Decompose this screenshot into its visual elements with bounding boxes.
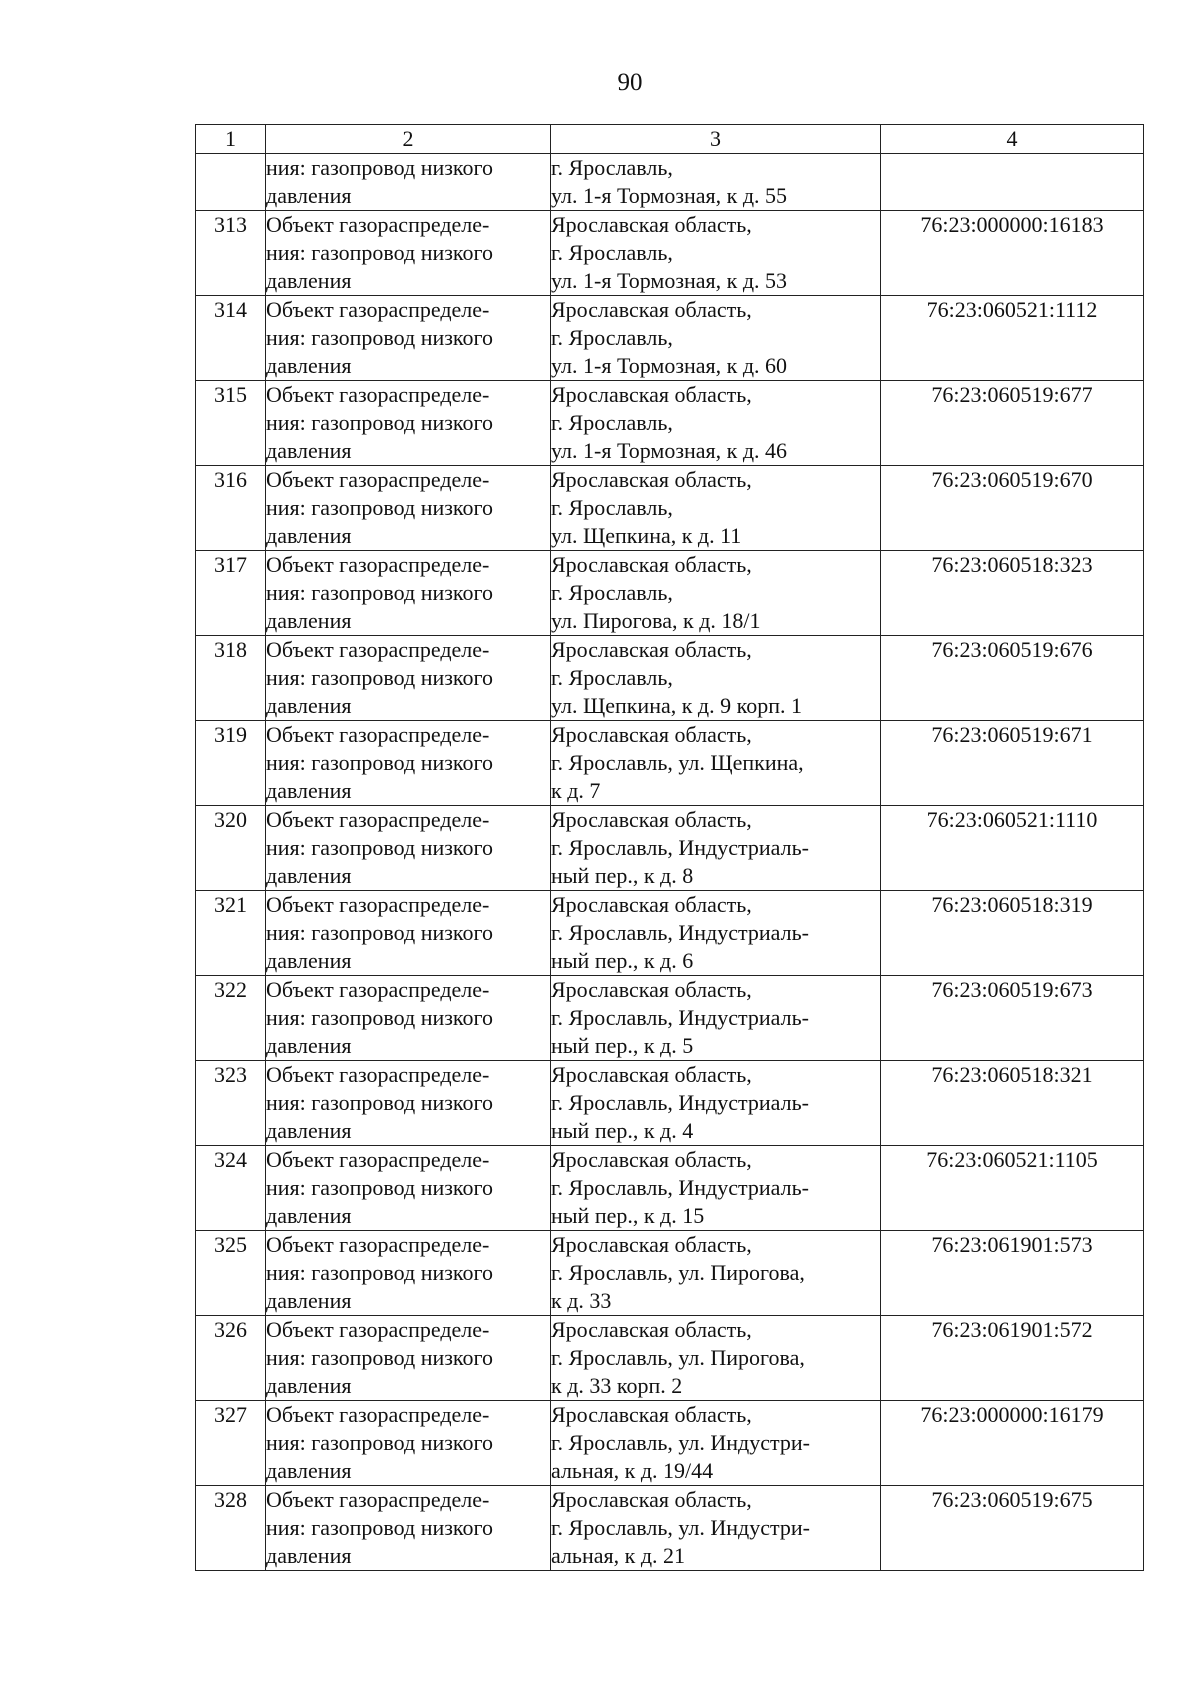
address-line: Ярославская область,	[551, 1147, 752, 1172]
address-line: Ярославская область,	[551, 212, 752, 237]
address-line: г. Ярославль,	[551, 665, 673, 690]
object-name-line: ния: газопровод низкого	[266, 1005, 493, 1030]
address-line: г. Ярославль,	[551, 410, 673, 435]
row-number-cell: 317	[196, 551, 266, 636]
object-name-line: давления	[266, 948, 352, 973]
table-row	[196, 976, 1144, 1061]
address-line: Ярославская область,	[551, 382, 752, 407]
cadastral-number-cell: 76:23:060518:321	[881, 1061, 1144, 1146]
table-row	[196, 1146, 1144, 1231]
cadastral-number-cell: 76:23:060518:323	[881, 551, 1144, 636]
address-line: к д. 7	[551, 778, 601, 803]
object-name-line: Объект газораспределе-	[266, 807, 490, 832]
object-name-line: Объект газораспределе-	[266, 722, 490, 747]
address-line: Ярославская область,	[551, 552, 752, 577]
object-name-line: давления	[266, 1373, 352, 1398]
row-number-cell: 316	[196, 466, 266, 551]
table-row	[196, 636, 1144, 721]
object-name-cell	[266, 636, 551, 721]
cadastral-number-cell: 76:23:060519:676	[881, 636, 1144, 721]
address-line: г. Ярославль, ул. Индустри-	[551, 1430, 810, 1455]
row-number-cell: 326	[196, 1316, 266, 1401]
address-line: Ярославская область,	[551, 1232, 752, 1257]
address-cell	[551, 296, 881, 381]
address-line: Ярославская область,	[551, 1062, 752, 1087]
object-name-line: ния: газопровод низкого	[266, 750, 493, 775]
object-name-line: давления	[266, 183, 352, 208]
address-cell	[551, 154, 881, 211]
object-name-line: Объект газораспределе-	[266, 1062, 490, 1087]
address-cell	[551, 1231, 881, 1316]
address-line: ул. 1-я Тормозная, к д. 60	[551, 353, 788, 378]
object-name-line: ния: газопровод низкого	[266, 410, 493, 435]
address-line: Ярославская область,	[551, 1317, 752, 1342]
row-number-cell: 319	[196, 721, 266, 806]
address-line: ный пер., к д. 6	[551, 948, 694, 973]
table-body	[196, 154, 1144, 1571]
continued-row	[196, 154, 1144, 211]
address-line: Ярославская область,	[551, 1487, 752, 1512]
cadastral-number-cell: 76:23:060519:677	[881, 381, 1144, 466]
address-line: ул. 1-я Тормозная, к д. 46	[551, 438, 788, 463]
row-number-cell: 328	[196, 1486, 266, 1571]
row-number-cell: 318	[196, 636, 266, 721]
object-name-cell	[266, 1231, 551, 1316]
cadastral-number-cell: 76:23:060519:670	[881, 466, 1144, 551]
column-header-2: 2	[266, 125, 551, 154]
object-name-cell	[266, 721, 551, 806]
table-row	[196, 211, 1144, 296]
object-name-cell	[266, 154, 551, 211]
object-name-line: давления	[266, 778, 352, 803]
object-name-line: давления	[266, 1288, 352, 1313]
object-name-line: Объект газораспределе-	[266, 552, 490, 577]
object-name-line: Объект газораспределе-	[266, 637, 490, 662]
object-name-line: давления	[266, 1458, 352, 1483]
object-name-line: давления	[266, 608, 352, 633]
object-name-cell	[266, 1061, 551, 1146]
cadastral-number-cell: 76:23:060521:1105	[881, 1146, 1144, 1231]
table-row	[196, 1486, 1144, 1571]
address-line: г. Ярославль,	[551, 495, 673, 520]
address-line: г. Ярославль, Индустриаль-	[551, 1005, 809, 1030]
column-header-3: 3	[551, 125, 881, 154]
object-name-line: давления	[266, 1203, 352, 1228]
address-line: ный пер., к д. 8	[551, 863, 694, 888]
object-name-cell	[266, 1401, 551, 1486]
row-number-cell: 315	[196, 381, 266, 466]
address-line: Ярославская область,	[551, 977, 752, 1002]
object-name-cell	[266, 551, 551, 636]
object-name-line: ния: газопровод низкого	[266, 155, 493, 180]
address-line: к д. 33	[551, 1288, 612, 1313]
object-name-cell	[266, 296, 551, 381]
address-line: ный пер., к д. 5	[551, 1033, 694, 1058]
column-header-1: 1	[196, 125, 266, 154]
cadastral-number-cell: 76:23:061901:573	[881, 1231, 1144, 1316]
row-number-cell: 322	[196, 976, 266, 1061]
object-name-line: ния: газопровод низкого	[266, 495, 493, 520]
object-name-line: Объект газораспределе-	[266, 212, 490, 237]
address-line: альная, к д. 21	[551, 1543, 686, 1568]
cadastral-number-cell: 76:23:060519:671	[881, 721, 1144, 806]
object-name-line: ния: газопровод низкого	[266, 920, 493, 945]
object-name-line: давления	[266, 438, 352, 463]
object-name-line: давления	[266, 693, 352, 718]
object-name-line: ния: газопровод низкого	[266, 665, 493, 690]
table-row	[196, 1061, 1144, 1146]
table-row	[196, 806, 1144, 891]
address-line: Ярославская область,	[551, 722, 752, 747]
object-name-line: давления	[266, 1543, 352, 1568]
address-line: к д. 33 корп. 2	[551, 1373, 683, 1398]
row-number-cell	[196, 154, 266, 211]
object-name-line: Объект газораспределе-	[266, 892, 490, 917]
object-name-line: давления	[266, 863, 352, 888]
cadastral-number-cell: 76:23:060519:673	[881, 976, 1144, 1061]
page-number: 90	[617, 69, 643, 96]
header-row	[196, 125, 1144, 154]
row-number-cell: 327	[196, 1401, 266, 1486]
object-name-cell	[266, 466, 551, 551]
address-line: ул. Щепкина, к д. 9 корп. 1	[551, 693, 802, 718]
address-cell	[551, 1061, 881, 1146]
address-cell	[551, 551, 881, 636]
cadastral-number-cell: 76:23:061901:572	[881, 1316, 1144, 1401]
object-name-cell	[266, 1146, 551, 1231]
address-cell	[551, 806, 881, 891]
cadastral-number-cell: 76:23:060521:1112	[881, 296, 1144, 381]
cadastral-number-cell: 76:23:060521:1110	[881, 806, 1144, 891]
address-line: г. Ярославль, ул. Щепкина,	[551, 750, 804, 775]
row-number-cell: 324	[196, 1146, 266, 1231]
row-number-cell: 323	[196, 1061, 266, 1146]
object-name-line: Объект газораспределе-	[266, 1317, 490, 1342]
object-name-line: Объект газораспределе-	[266, 297, 490, 322]
object-name-line: Объект газораспределе-	[266, 382, 490, 407]
table-row	[196, 551, 1144, 636]
table-row	[196, 891, 1144, 976]
address-line: Ярославская область,	[551, 1402, 752, 1427]
address-line: Ярославская область,	[551, 297, 752, 322]
address-line: г. Ярославль, Индустриаль-	[551, 1175, 809, 1200]
object-name-cell	[266, 891, 551, 976]
column-header-4: 4	[881, 125, 1144, 154]
object-name-line: ния: газопровод низкого	[266, 835, 493, 860]
cadastral-number-cell	[881, 154, 1144, 211]
cadastral-number-cell: 76:23:060519:675	[881, 1486, 1144, 1571]
object-name-line: давления	[266, 1118, 352, 1143]
address-line: ный пер., к д. 4	[551, 1118, 694, 1143]
object-name-line: Объект газораспределе-	[266, 1402, 490, 1427]
table-row	[196, 1401, 1144, 1486]
address-line: Ярославская область,	[551, 892, 752, 917]
object-name-line: ния: газопровод низкого	[266, 580, 493, 605]
address-line: ул. Щепкина, к д. 11	[551, 523, 742, 548]
address-cell	[551, 1316, 881, 1401]
address-cell	[551, 636, 881, 721]
table-row	[196, 1316, 1144, 1401]
object-name-line: ния: газопровод низкого	[266, 240, 493, 265]
address-line: альная, к д. 19/44	[551, 1458, 714, 1483]
table-row	[196, 466, 1144, 551]
object-name-line: Объект газораспределе-	[266, 1147, 490, 1172]
address-cell	[551, 721, 881, 806]
address-line: ул. Пирогова, к д. 18/1	[551, 608, 761, 633]
address-line: г. Ярославль, ул. Пирогова,	[551, 1345, 805, 1370]
address-line: г. Ярославль,	[551, 240, 673, 265]
address-line: г. Ярославль,	[551, 155, 673, 180]
address-line: г. Ярославль,	[551, 325, 673, 350]
table-row	[196, 721, 1144, 806]
object-name-line: Объект газораспределе-	[266, 467, 490, 492]
address-line: г. Ярославль, Индустриаль-	[551, 920, 809, 945]
object-name-line: ния: газопровод низкого	[266, 1430, 493, 1455]
object-name-cell	[266, 976, 551, 1061]
object-name-line: ния: газопровод низкого	[266, 325, 493, 350]
address-line: Ярославская область,	[551, 807, 752, 832]
cadastral-number-cell: 76:23:000000:16183	[881, 211, 1144, 296]
table-row	[196, 296, 1144, 381]
address-line: Ярославская область,	[551, 467, 752, 492]
object-name-line: давления	[266, 1033, 352, 1058]
object-name-cell	[266, 211, 551, 296]
row-number-cell: 325	[196, 1231, 266, 1316]
row-number-cell: 314	[196, 296, 266, 381]
object-name-line: давления	[266, 353, 352, 378]
address-cell	[551, 976, 881, 1061]
registry-table	[195, 124, 1144, 1571]
address-cell	[551, 1486, 881, 1571]
address-line: ул. 1-я Тормозная, к д. 53	[551, 268, 788, 293]
object-name-cell	[266, 1486, 551, 1571]
address-line: г. Ярославль, Индустриаль-	[551, 835, 809, 860]
address-cell	[551, 466, 881, 551]
object-name-line: ния: газопровод низкого	[266, 1175, 493, 1200]
table-row	[196, 381, 1144, 466]
object-name-line: давления	[266, 268, 352, 293]
cadastral-number-cell: 76:23:060518:319	[881, 891, 1144, 976]
object-name-line: ния: газопровод низкого	[266, 1260, 493, 1285]
address-cell	[551, 891, 881, 976]
object-name-cell	[266, 1316, 551, 1401]
object-name-line: ния: газопровод низкого	[266, 1345, 493, 1370]
address-line: г. Ярославль, Индустриаль-	[551, 1090, 809, 1115]
address-line: ный пер., к д. 15	[551, 1203, 705, 1228]
address-cell	[551, 1401, 881, 1486]
row-number-cell: 313	[196, 211, 266, 296]
address-line: Ярославская область,	[551, 637, 752, 662]
address-line: г. Ярославль, ул. Индустри-	[551, 1515, 810, 1540]
address-cell	[551, 381, 881, 466]
object-name-line: Объект газораспределе-	[266, 1487, 490, 1512]
object-name-line: давления	[266, 523, 352, 548]
object-name-line: Объект газораспределе-	[266, 977, 490, 1002]
object-name-line: Объект газораспределе-	[266, 1232, 490, 1257]
address-line: г. Ярославль, ул. Пирогова,	[551, 1260, 805, 1285]
object-name-line: ния: газопровод низкого	[266, 1090, 493, 1115]
row-number-cell: 321	[196, 891, 266, 976]
object-name-cell	[266, 381, 551, 466]
row-number-cell: 320	[196, 806, 266, 891]
address-cell	[551, 211, 881, 296]
address-line: ул. 1-я Тормозная, к д. 55	[551, 183, 788, 208]
table-row	[196, 1231, 1144, 1316]
object-name-line: ния: газопровод низкого	[266, 1515, 493, 1540]
cadastral-number-cell: 76:23:000000:16179	[881, 1401, 1144, 1486]
object-name-cell	[266, 806, 551, 891]
address-line: г. Ярославль,	[551, 580, 673, 605]
address-cell	[551, 1146, 881, 1231]
